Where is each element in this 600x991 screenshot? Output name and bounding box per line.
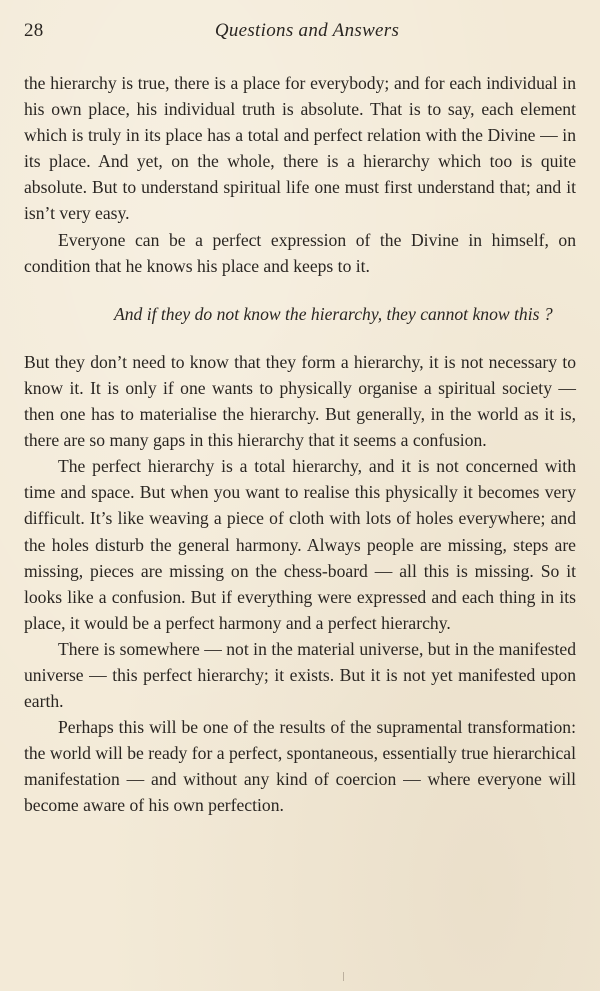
answer-paragraph: But they don’t need to know that they form a hierarchy, it is not necessary to know it. It is only if one wants to physically organise a spiritual society — then one has to materialise the hierarchy. But generally, in the world as it is, there are so many gaps in this hierarchy that it seems a confusion. — [24, 351, 576, 451]
paragraph: Everyone can be a perfect expression of the Divine in himself, on condition that he knows his place and keeps to it. — [24, 229, 576, 276]
paragraph: Perhaps this will be one of the results of the supramental transformation: the world will be ready for a perfect, spontaneous, essentially true hierarchical manifestation — and without any kind of coercion — where everyone will become aware of his own perfection. — [24, 717, 576, 816]
page-header — [24, 20, 576, 50]
page-number: 28 — [24, 20, 44, 41]
body-text — [24, 70, 576, 819]
paragraph: The perfect hierarchy is a total hierarchy, and it is not concerned with time and space. But when you want to realise this physically it becomes very difficult. It’s like weaving a piece of cloth with lots of holes everywhere; and the holes disturb the general harmony. Always people are missing, steps are missing, pieces are missing on the chess-board — all this is missing. So it looks like a confusion. But if everything were expressed and each thing in its place, it would be a perfect harmony and a perfect hierarchy. — [24, 456, 576, 633]
paragraph: There is somewhere — not in the material universe, but in the manifested universe — this perfect hierarchy; it exists. But it is not yet manifested upon earth. — [24, 638, 576, 712]
paragraph-continuation: the hierarchy is true, there is a place for everybody; and for each individual in his own place, his individual truth is absolute. That is to say, each element which is truly in its place has a total and perfect relation with the Divine — in its place. And yet, on the whole, there is a hierarchy which too is quite absolute. But to understand spiritual life one must first understand that; and it isn’t very easy. — [24, 73, 576, 224]
question: And if they do not know the hierarchy, they cannot know this ? — [114, 303, 553, 324]
running-title: Questions and Answers — [214, 20, 400, 41]
print-mark — [343, 972, 344, 981]
